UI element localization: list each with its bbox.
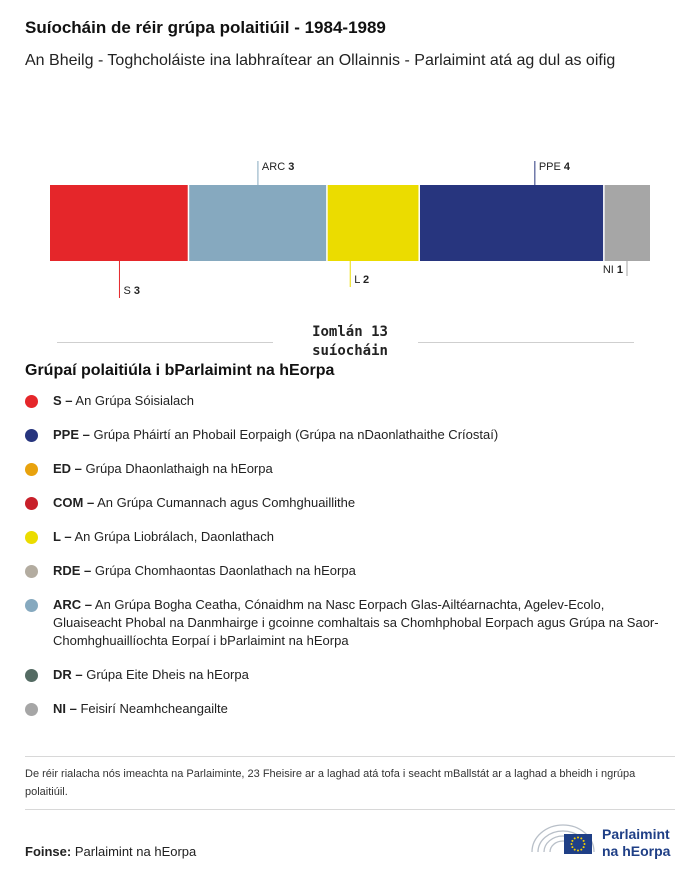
legend-swatch-ed xyxy=(25,463,38,476)
source-value: Parlaimint na hEorpa xyxy=(74,844,197,859)
legend-group-name: Grúpa Chomhaontas Daonlathach na hEorpa xyxy=(91,563,356,578)
legend-abbr: PPE – xyxy=(53,427,90,442)
total-seats-label xyxy=(280,323,420,361)
legend-group-name: An Grúpa Liobrálach, Daonlathach xyxy=(71,529,274,544)
legend-abbr: NI – xyxy=(53,701,77,716)
total-seats-line1: Iomlán 13 xyxy=(312,324,388,340)
legend-abbr: ARC – xyxy=(53,597,93,612)
legend-item-s xyxy=(25,392,675,410)
chart-subtitle: An Bheilg - Toghcholáiste ina labhraítear an Ollainnis - Parlaimint atá ag dul as oifig xyxy=(25,52,616,69)
total-seats-line2: suíocháin xyxy=(312,343,388,359)
legend-abbr: DR – xyxy=(53,667,83,682)
note-divider-top xyxy=(25,756,675,757)
legend-text xyxy=(53,528,675,546)
bar-segment-ppe xyxy=(419,185,604,261)
legend-group-name: Grúpa Eite Dheis na hEorpa xyxy=(82,667,249,682)
legend-group-name: Grúpa Dhaonlathaigh na hEorpa xyxy=(81,461,273,476)
legend-swatch-l xyxy=(25,531,38,544)
legend-text xyxy=(53,596,675,650)
footnote: De réir rialacha nós imeachta na Parlaiminte, 23 Fheisire ar a laghad atá tofa i seacht mBallstát ar a laghad a bheidh i ngrúpa polaitiúil. xyxy=(25,768,636,798)
legend-title: Grúpaí polaitiúla i bParlaimint na hEorpa xyxy=(25,362,335,379)
seat-bar-chart xyxy=(0,150,700,310)
legend-text xyxy=(53,666,675,684)
legend-swatch-rde xyxy=(25,565,38,578)
legend-swatch-com xyxy=(25,497,38,510)
legend-text xyxy=(53,562,675,580)
segment-label-ppe: PPE 4 xyxy=(538,161,571,173)
legend-item-ppe xyxy=(25,426,675,444)
logo-wordmark xyxy=(602,826,670,860)
bar-segment-l xyxy=(327,185,419,261)
total-divider-left xyxy=(57,342,273,343)
legend-group-name: An Grúpa Cumannach agus Comhghuaillithe xyxy=(94,495,356,510)
legend-item-ni xyxy=(25,700,675,718)
source-line xyxy=(25,844,196,859)
legend-text xyxy=(53,392,675,410)
logo-line1: Parlaimint xyxy=(602,826,670,842)
legend-swatch-ni xyxy=(25,703,38,716)
legend-group-name: An Grúpa Sóisialach xyxy=(72,393,194,408)
chart-title: Suíocháin de réir grúpa polaitiúil - 1984-1989 xyxy=(25,18,386,37)
legend-abbr: S – xyxy=(53,393,73,408)
legend-text xyxy=(53,460,675,478)
bar-segment-ni xyxy=(604,185,650,261)
legend-abbr: L – xyxy=(53,529,72,544)
total-divider-right xyxy=(418,342,634,343)
legend-item-arc xyxy=(25,596,675,650)
legend-item-rde xyxy=(25,562,675,580)
legend-swatch-ppe xyxy=(25,429,38,442)
source-label: Foinse: xyxy=(25,844,72,859)
legend-group-name: Feisirí Neamhcheangailte xyxy=(76,701,228,716)
logo-line2: na hEorpa xyxy=(602,843,671,859)
legend-group-name: Grúpa Pháirtí an Phobail Eorpaigh (Grúpa na nDaonlathaithe Críostaí) xyxy=(89,427,499,442)
legend-text xyxy=(53,426,675,444)
segment-label-ni: NI 1 xyxy=(602,264,623,276)
legend-swatch-s xyxy=(25,395,38,408)
segment-label-s: S 3 xyxy=(123,285,140,297)
legend-swatch-arc xyxy=(25,599,38,612)
bar-segment-arc xyxy=(188,185,326,261)
note-divider-bottom xyxy=(25,809,675,810)
legend-item-l xyxy=(25,528,675,546)
legend-abbr: RDE – xyxy=(53,563,92,578)
legend-text xyxy=(53,494,675,512)
legend-item-dr xyxy=(25,666,675,684)
bar-segment-s xyxy=(50,185,188,261)
legend-text xyxy=(53,700,675,718)
segment-label-arc: ARC 3 xyxy=(261,161,295,173)
legend-swatch-dr xyxy=(25,669,38,682)
legend-item-com xyxy=(25,494,675,512)
legend-abbr: COM – xyxy=(53,495,95,510)
legend-item-ed xyxy=(25,460,675,478)
legend-abbr: ED – xyxy=(53,461,82,476)
legend-group-name: An Grúpa Bogha Ceatha, Cónaidhm na Nasc Eorpach Glas-Ailtéarnachta, Agelev-Ecolo, Gluaiseacht Phobal na Danmhairge i gcoinne comhaltais sa Chomhphobal Eorpach agus Grúpa na Saor-Chomhghuaillíochta Eorpaí i bParlaimint na hEorpa xyxy=(53,597,659,648)
segment-label-l: L 2 xyxy=(354,274,370,286)
